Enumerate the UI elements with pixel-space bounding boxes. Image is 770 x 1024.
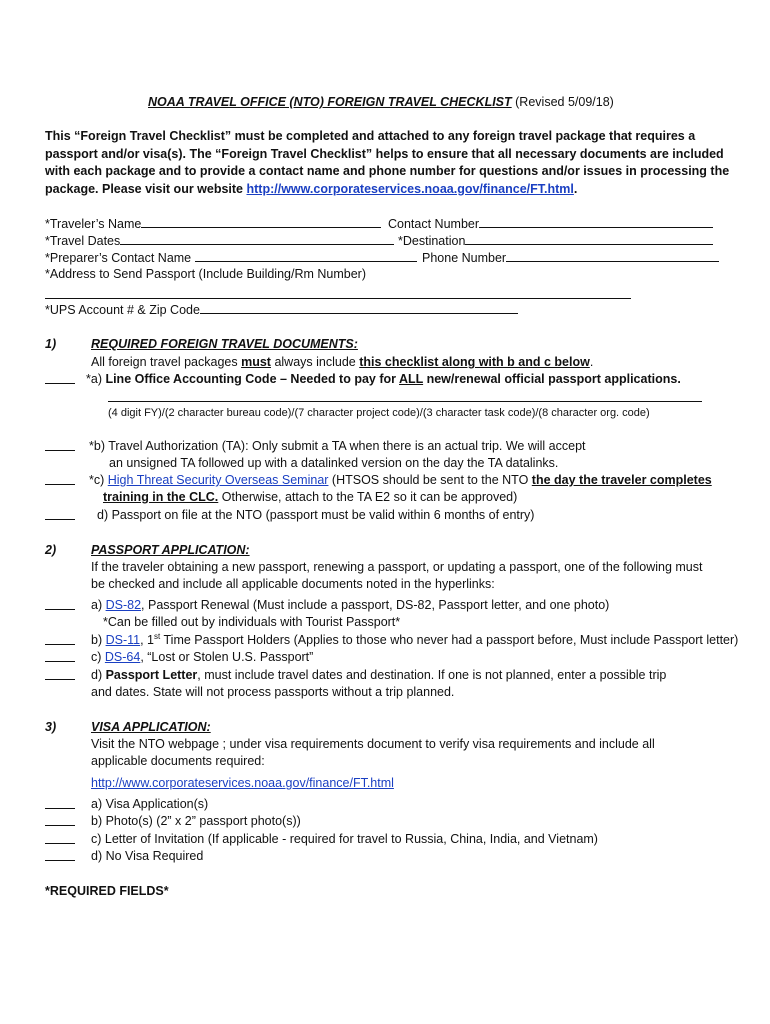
s1-c-bold1: the day the traveler completes xyxy=(531,473,712,487)
s1-intro-must: must xyxy=(241,355,271,369)
s2-a-pre: a) xyxy=(91,598,106,612)
contact-number-label: Contact Number xyxy=(388,217,480,231)
address-label: *Address to Send Passport (Include Building/Rm Number) xyxy=(45,267,366,281)
s3-intro1: Visit the NTO webpage ; under visa requirements document to verify visa requirements and include all xyxy=(91,737,655,751)
s2-intro2: be checked and include all applicable documents noted in the hyperlinks: xyxy=(91,577,495,591)
ups-line[interactable] xyxy=(200,302,518,314)
section2-number: 2) xyxy=(45,543,57,557)
accounting-code-line[interactable] xyxy=(108,401,702,402)
address-line[interactable] xyxy=(45,298,631,299)
s1-c-bold2: training in the CLC. xyxy=(103,490,219,504)
s2-d-text: , must include travel dates and destination. If one is not planned, enter a possible trip xyxy=(197,668,667,682)
required-fields-note: *REQUIRED FIELDS* xyxy=(45,884,169,898)
s1-intro-bold: this checklist along with b and c below xyxy=(359,355,590,369)
s1-c-line2 xyxy=(103,490,517,505)
intro-paragraph xyxy=(45,128,735,198)
section2-heading: PASSPORT APPLICATION: xyxy=(91,543,250,557)
s1-c-line1 xyxy=(89,473,712,488)
s3-intro2: applicable documents required: xyxy=(91,754,265,768)
s1-a-pre: *a) xyxy=(86,372,106,386)
preparers-contact-field[interactable] xyxy=(45,250,417,266)
s2-a-item xyxy=(91,598,609,613)
destination-field[interactable] xyxy=(398,233,713,249)
preparers-contact-line[interactable] xyxy=(195,250,417,262)
travelers-name-line[interactable] xyxy=(141,216,381,228)
s1-d-checkbox[interactable] xyxy=(45,508,75,524)
s1-a-bold1: Line Office Accounting Code – Needed to pay for xyxy=(105,372,400,386)
intro-end: . xyxy=(573,181,578,196)
s1-b-checkbox[interactable] xyxy=(45,439,75,455)
contact-number-line[interactable] xyxy=(479,216,713,228)
travelers-name-label: *Traveler’s Name xyxy=(45,217,142,231)
htsos-link[interactable]: High Threat Security Overseas Seminar xyxy=(107,473,329,487)
travel-dates-label: *Travel Dates xyxy=(45,234,121,248)
s1-a-bold2: new/renewal official passport applications. xyxy=(423,372,681,386)
s2-d-bold: Passport Letter xyxy=(105,668,198,682)
s3-d-item: d) No Visa Required xyxy=(91,849,204,863)
s3-c-checkbox[interactable] xyxy=(45,832,75,848)
phone-number-line[interactable] xyxy=(506,250,719,262)
preparers-contact-label: *Preparer’s Contact Name xyxy=(45,251,192,265)
s1-c-checkbox[interactable] xyxy=(45,473,75,489)
s2-b-text1: , 1 xyxy=(140,633,155,647)
contact-number-field[interactable] xyxy=(388,216,713,232)
s2-b-checkbox[interactable] xyxy=(45,633,75,649)
section3-heading: VISA APPLICATION: xyxy=(91,720,211,734)
website-link[interactable]: http://www.corporateservices.noaa.gov/finance/FT.html xyxy=(246,181,574,196)
s2-c-item xyxy=(91,650,313,665)
s2-b-pre: b) xyxy=(91,633,106,647)
ds82-link[interactable]: DS-82 xyxy=(105,598,142,612)
ds64-link[interactable]: DS-64 xyxy=(104,650,141,664)
s2-d-item xyxy=(91,668,666,683)
section3-number: 3) xyxy=(45,720,57,734)
page-title xyxy=(148,95,614,110)
s3-a-checkbox[interactable] xyxy=(45,797,75,813)
s2-b-text2: Time Passport Holders (Applies to those who never had a passport before, Must include Passport letter) xyxy=(160,633,739,647)
ups-field[interactable] xyxy=(45,302,518,318)
visa-requirements-link[interactable]: http://www.corporateservices.noaa.gov/finance/FT.html xyxy=(91,776,394,790)
s1-d-item: d) Passport on file at the NTO (passport must be valid within 6 months of entry) xyxy=(97,508,535,522)
s1-c-mid: (HTSOS should be sent to the NTO xyxy=(328,473,532,487)
s2-c-pre: c) xyxy=(91,650,105,664)
s2-a-note: *Can be filled out by individuals with Tourist Passport* xyxy=(103,615,401,629)
ups-label: *UPS Account # & Zip Code xyxy=(45,303,200,317)
s1-intro-end: . xyxy=(589,355,594,369)
section1-heading: REQUIRED FOREIGN TRAVEL DOCUMENTS: xyxy=(91,337,358,351)
s1-a-item xyxy=(86,372,681,387)
s2-b-sup: st xyxy=(154,631,161,641)
travel-dates-line[interactable] xyxy=(120,233,394,245)
travel-dates-field[interactable] xyxy=(45,233,394,249)
section1-number: 1) xyxy=(45,337,57,351)
section1-intro xyxy=(91,355,593,370)
phone-number-label: Phone Number xyxy=(422,251,507,265)
intro-text: This “Foreign Travel Checklist” must be completed and attached to any foreign travel package that requires a passport and/or visa(s). The “Foreign Travel Checklist” helps to ensure that all necessary documents are included with each package and to provide a contact name and phone number for questions and/or issues in processing the package. Please visit our website xyxy=(45,129,730,196)
destination-label: *Destination xyxy=(398,234,466,248)
s2-b-item xyxy=(91,633,738,648)
title-main: NOAA TRAVEL OFFICE (NTO) FOREIGN TRAVEL CHECKLIST xyxy=(148,95,512,109)
s3-c-item: c) Letter of Invitation (If applicable - required for travel to Russia, China, India, and Vietnam) xyxy=(91,832,598,846)
destination-line[interactable] xyxy=(465,233,713,245)
s2-c-text: , “Lost or Stolen U.S. Passport” xyxy=(140,650,314,664)
s2-c-checkbox[interactable] xyxy=(45,650,75,666)
s2-a-text: , Passport Renewal (Must include a passport, DS-82, Passport letter, and one photo) xyxy=(141,598,610,612)
s3-b-item: b) Photo(s) (2” x 2” passport photo(s)) xyxy=(91,814,301,828)
travelers-name-field[interactable] xyxy=(45,216,381,232)
s1-c-end: Otherwise, attach to the TA E2 so it can be approved) xyxy=(218,490,518,504)
s1-b-line1: *b) Travel Authorization (TA): Only submit a TA when there is an actual trip. We will accept xyxy=(89,439,586,453)
ds11-link[interactable]: DS-11 xyxy=(105,633,141,647)
s1-intro-pre: All foreign travel packages xyxy=(91,355,242,369)
s1-b-line2: an unsigned TA followed up with a datalinked version on the day the TA datalinks. xyxy=(109,456,559,470)
s2-intro1: If the traveler obtaining a new passport, renewing a passport, or updating a passport, one of the following must xyxy=(91,560,703,574)
title-revised: (Revised 5/09/18) xyxy=(511,95,614,109)
s1-a-checkbox[interactable] xyxy=(45,372,75,388)
s1-a-all: ALL xyxy=(399,372,424,386)
s2-d-pre: d) xyxy=(91,668,106,682)
s2-a-checkbox[interactable] xyxy=(45,598,75,614)
s3-a-item: a) Visa Application(s) xyxy=(91,797,209,811)
s2-d-line2: and dates. State will not process passports without a trip planned. xyxy=(91,685,455,699)
s2-d-checkbox[interactable] xyxy=(45,668,75,684)
phone-number-field[interactable] xyxy=(422,250,719,266)
s3-d-checkbox[interactable] xyxy=(45,849,75,865)
s3-b-checkbox[interactable] xyxy=(45,814,75,830)
s1-intro-mid: always include xyxy=(270,355,360,369)
s1-c-pre: *c) xyxy=(89,473,108,487)
accounting-code-format: (4 digit FY)/(2 character bureau code)/(7 character project code)/(3 character task code)/(8 character org. code) xyxy=(108,407,650,419)
